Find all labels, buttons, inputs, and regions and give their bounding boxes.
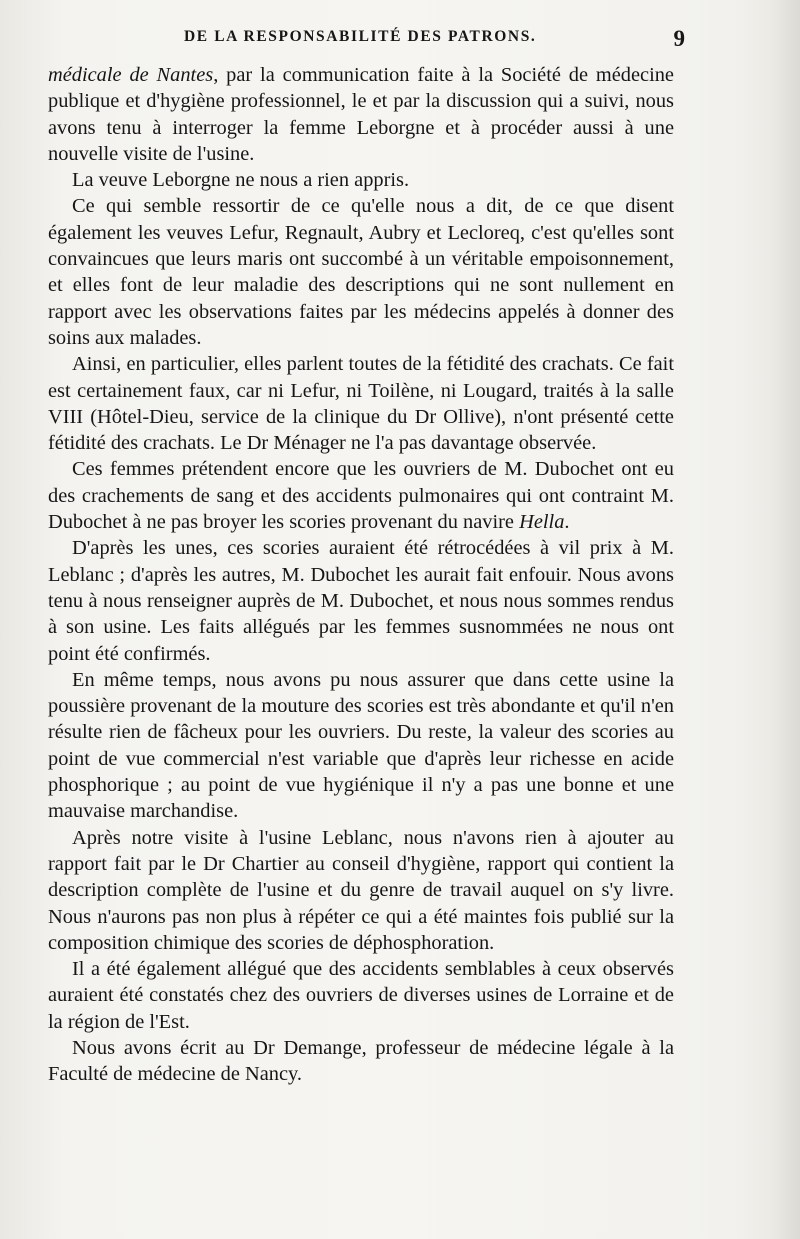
text-run: Nous avons écrit au Dr Demange, professeur de médecine légale à la Faculté de médecine de Nancy. <box>48 1036 674 1086</box>
text-run: Ainsi, en particulier, elles parlent toutes de la fétidité des crachats. Ce fait est certainement faux, car ni Lefur, ni Toilène, ni Lougard, traités à la salle VIII (Hôtel-Dieu, service de la clinique du Dr Ollive), n'ont présenté cette fétidité des crachats. Le Dr Ménager ne l'a pas davantage observée. <box>48 353 674 455</box>
paragraph <box>48 456 674 535</box>
italic-text: Hella <box>519 511 565 534</box>
text-run: Ce qui semble ressortir de ce qu'elle nous a dit, de ce que disent également les veuves Lefur, Regnault, Aubry et Lecloreq, c'est qu'elles sont convaincues que leurs maris ont succombé à un véritable empoisonnement, et elles font de leur maladie des descriptions qui ne sont nullement en rapport avec les observations faites par les médecins appelés à donner des soins aux malades. <box>48 195 674 349</box>
page-edge-shadow <box>772 0 800 1239</box>
running-title: DE LA RESPONSABILITÉ DES PATRONS. <box>184 28 537 45</box>
page-header <box>60 26 685 58</box>
paragraph <box>48 667 674 825</box>
paragraph <box>48 1035 674 1088</box>
paragraph <box>48 535 674 666</box>
paragraph <box>48 956 674 1035</box>
text-run: , par la communication faite à la Société de médecine publique et d'hygiène professionnel, le et par la discussion qui a suivi, nous avons tenu à interroger la femme Leborgne et à procéder aussi à une nouvelle visite de l'usine. <box>48 64 674 165</box>
page-number: 9 <box>673 26 685 51</box>
paragraph <box>48 351 674 456</box>
italic-text: médicale de Nantes <box>48 64 214 86</box>
text-run: D'après les unes, ces scories auraient été rétrocédées à vil prix à M. Leblanc ; d'après les autres, M. Dubochet les aurait fait enfouir. Nous avons tenu à nous renseigner auprès de M. Dubochet, et nous nous sommes rendus à son usine. Les faits allégués par les femmes susnommées ne nous ont point été confirmés. <box>48 537 674 665</box>
body-text <box>48 62 674 1088</box>
paragraph <box>48 62 674 167</box>
text-run: La veuve Leborgne ne nous a rien appris. <box>72 169 410 192</box>
paragraph <box>48 167 674 193</box>
text-run: Ces femmes prétendent encore que les ouvriers de M. Dubochet ont eu des crachements de sang et des accidents pulmonaires qui ont contraint M. Dubochet à ne pas broyer les scories provenant du navire <box>48 458 674 534</box>
text-run: En même temps, nous avons pu nous assurer que dans cette usine la poussière provenant de la mouture des scories est très abondante et qu'il n'en résulte rien de fâcheux pour les ouvriers. Du reste, la valeur des scories au point de vue commercial n'est variable que d'après leur richesse en acide phosphorique ; au point de vue hygiénique il n'y a pas une bonne et une mauvaise marchandise. <box>48 668 674 823</box>
paragraph <box>48 193 674 351</box>
text-run: . <box>564 511 570 534</box>
text-run: Il a été également allégué que des accidents semblables à ceux observés auraient été constatés chez des ouvriers de diverses usines de Lorraine et de la région de l'Est. <box>48 958 674 1033</box>
paragraph <box>48 825 674 956</box>
text-run: Après notre visite à l'usine Leblanc, nous n'avons rien à ajouter au rapport fait par le Dr Chartier au conseil d'hygiène, rapport qui contient la description complète de l'usine et du genre de travail auquel on s'y livre. Nous n'aurons pas non plus à répéter ce qui a été maintes fois publié sur la composition chimique des scories de déphosphoration. <box>48 826 674 954</box>
